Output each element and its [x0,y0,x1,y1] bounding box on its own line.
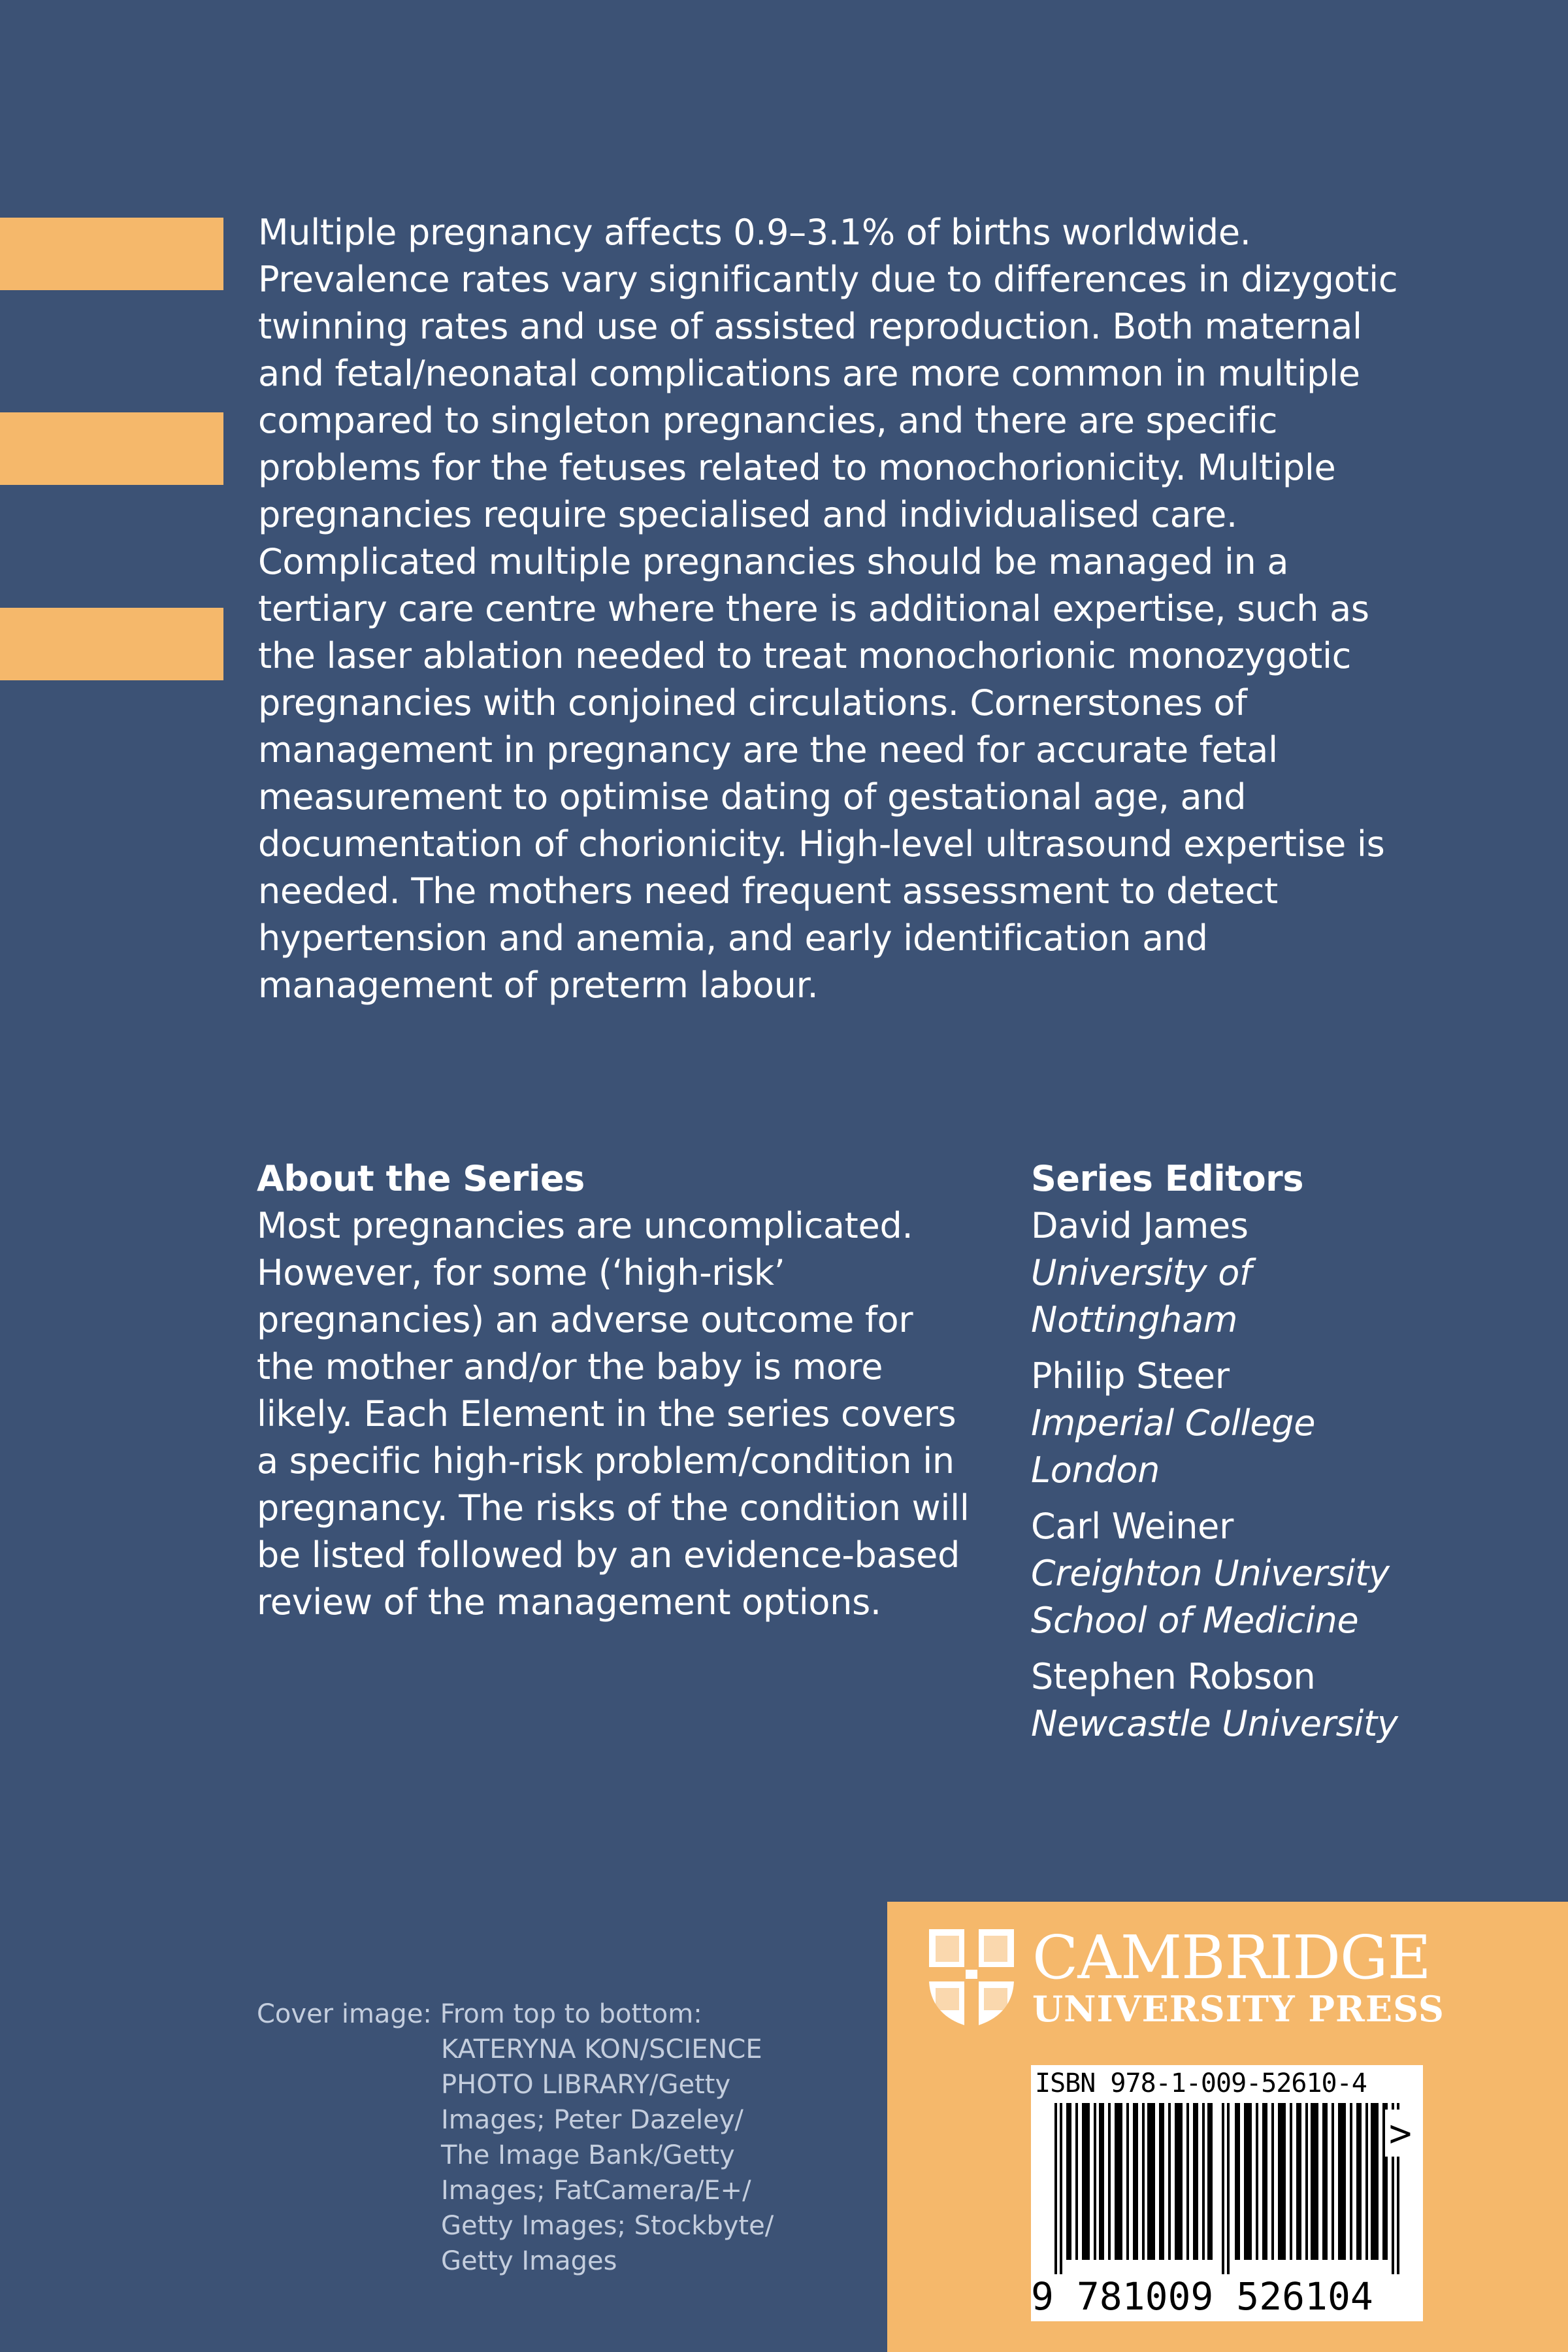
editor-affiliation: University of Nottingham [1031,1252,1252,1340]
editor-name: David James [1031,1205,1249,1246]
accent-stripe-2 [0,412,223,485]
credits-line: Images; FatCamera/E+/ [441,2176,751,2206]
editor-entry [1031,1202,1527,1344]
credits-line: Getty Images; Stockbyte/ [441,2211,774,2241]
about-series-body: Most pregnancies are uncomplicated. However, for some (‘high-risk’ pregnancies) an adverse outcome for the mother and/or the baby is more likely. Each Element in the series covers a specific high-risk problem/condition in pregnancy. The risks of the condition will be listed followed by an evidence-based review of the management options. [257,1205,970,1623]
series-editors [1031,1155,1527,1757]
accent-stripe-1 [0,218,223,290]
credits-line: Images; Peter Dazeley/ [441,2105,743,2135]
publisher-block [887,1902,1568,2352]
cambridge-shield-icon [926,1927,1017,2030]
barcode-digits: 9 781009 526104 [1031,2274,1373,2319]
accent-stripe-3 [0,608,223,680]
book-blurb: Multiple pregnancy affects 0.9–3.1% of births worldwide. Prevalence rates vary significantly due to differences in dizygotic twinning rates and use of assisted reproduction. Both maternal and fetal/neonatal complications are more common in multiple compared to singleton pregnancies, and there are specific problems for the fetuses related to monochorionicity. Multiple pregnancies require specialised and individualised care. Complicated multiple pregnancies should be managed in a tertiary care centre where there is additional expertise, such as the laser ablation needed to treat monochorionic monozygotic pregnancies with conjoined circulations. Cornerstones of management in pregnancy are the need for accurate fetal measurement to optimise dating of gestational age, and documentation of chorionicity. High-level ultrasound expertise is needed. The mothers need frequent assessment to detect hypertension and anemia, and early identification and management of preterm labour. [258,212,1398,1006]
editor-name: Philip Steer [1031,1355,1230,1397]
editor-affiliation: Imperial College London [1031,1402,1316,1491]
about-series [257,1155,975,1626]
cover-image-credits [257,1996,819,2279]
editor-entry [1031,1503,1527,1644]
publisher-subname: UNIVERSITY PRESS [1032,1988,1445,2030]
barcode-bars [1035,2103,1419,2274]
credits-line: KATERYNA KON/SCIENCE [441,2034,762,2064]
editor-name: Carl Weiner [1031,1506,1233,1547]
editor-entry [1031,1353,1527,1494]
credits-line: PHOTO LIBRARY/Getty [441,2070,731,2100]
credits-lead: Cover image: From top to bottom: [257,1999,702,2029]
isbn-label: ISBN 978-1-009-52610-4 [1035,2068,1367,2098]
series-editors-title: Series Editors [1031,1158,1303,1199]
editor-affiliation: Creighton University School of Medicine [1031,1553,1390,1641]
editor-name: Stephen Robson [1031,1656,1316,1697]
publisher-name: CAMBRIDGE [1032,1923,1431,1993]
barcode-quiet-zone-marker: > [1385,2110,1416,2157]
editor-affiliation: Newcastle University [1031,1703,1398,1744]
credits-line: The Image Bank/Getty [441,2140,735,2170]
isbn-barcode [1031,2065,1423,2321]
about-series-title: About the Series [257,1158,585,1199]
editor-entry [1031,1653,1527,1747]
credits-line: Getty Images [441,2246,617,2276]
